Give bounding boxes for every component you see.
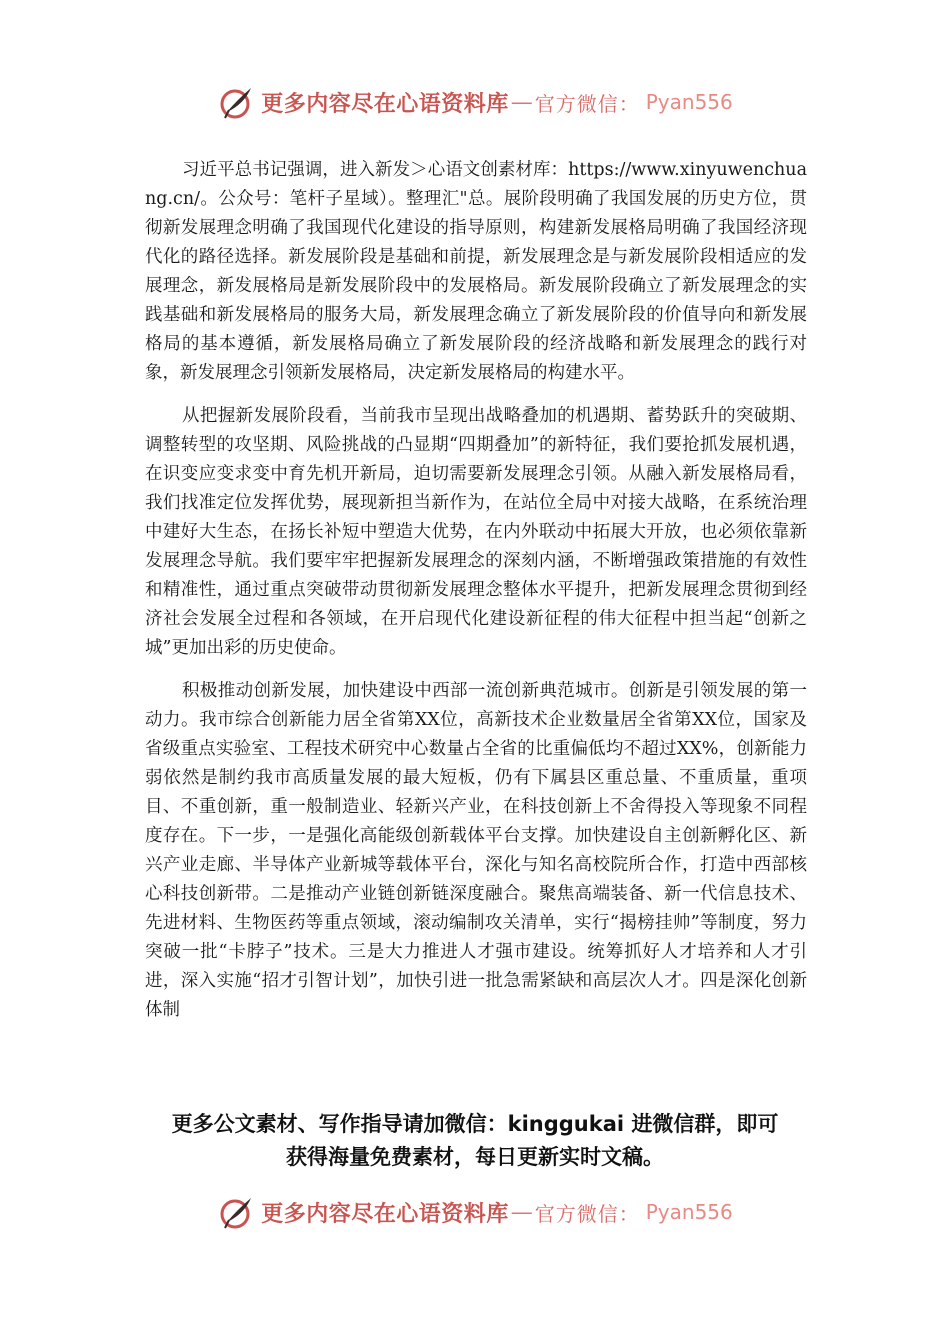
- promo-notice: [100, 1108, 850, 1174]
- quill-logo-icon: [217, 1192, 257, 1232]
- banner-separator: —: [510, 1199, 533, 1225]
- paragraph-1: 习近平总书记强调，进入新发＞心语文创素材库：https://www.xinyuwenchuang.cn/。公众号：笔杆子星域）。整理汇"总。展阶段明确了我国发展的历史方位，贯彻新发展理念明确了我国现代化建设的指导原则，构建新发展格局明确了我国经济现代化的路径选择。新发展阶段是基础和前提，新发展理念是与新发展阶段相适应的发展理念，新发展格局是新发展阶段中的发展格局。新发展阶段确立了新发展理念的实践基础和新发展格局的服务大局，新发展理念确立了新发展阶段的价值导向和新发展格局的基本遵循，新发展格局确立了新发展阶段的经济战略和新发展理念的践行对象，新发展理念引领新发展格局，决定新发展格局的构建水平。: [145, 160, 807, 383]
- banner-wechat-label: 官方微信：: [534, 1201, 640, 1226]
- banner-wechat-id: Pyan556: [645, 90, 733, 114]
- footer-banner: [0, 1190, 950, 1234]
- banner-wechat-label: 官方微信：: [534, 91, 640, 116]
- promo-notice-line2: 获得海量免费素材，每日更新实时文稿。: [286, 1145, 664, 1169]
- paragraph-3: 积极推动创新发展，加快建设中西部一流创新典范城市。创新是引领发展的第一动力。我市综合创新能力居全省第XX位，高新技术企业数量居全省第XX位，国家及省级重点实验室、工程技术研究中心数量占全省的比重偏低均不超过XX%，创新能力弱依然是制约我市高质量发展的最大短板，仍有下属县区重总量、不重质量，重项目、不重创新，重一般制造业、轻新兴产业，在科技创新上不舍得投入等现象不同程度存在。下一步，一是强化高能级创新载体平台支撑。加快建设自主创新孵化区、新兴产业走廊、半导体产业新城等载体平台，深化与知名高校院所合作，打造中西部核心科技创新带。二是推动产业链创新链深度融合。聚焦高端装备、新一代信息技术、先进材料、生物医药等重点领域，滚动编制攻关清单，实行“揭榜挂帅”等制度，努力突破一批“卡脖子”技术。三是大力推进人才强市建设。统筹抓好人才培养和人才引进，深入实施“招才引智计划”，加快引进一批急需紧缺和高层次人才。四是深化创新体制: [145, 681, 807, 1020]
- banner-wechat-id: Pyan556: [645, 1200, 733, 1224]
- banner-title: 更多内容尽在心语资料库: [261, 90, 509, 117]
- paragraph-2: 从把握新发展阶段看，当前我市呈现出战略叠加的机遇期、蓄势跃升的突破期、调整转型的攻坚期、风险挑战的凸显期“四期叠加”的新特征，我们要抢抓发展机遇，在识变应变求变中育先机开新局，迫切需要新发展理念引领。从融入新发展格局看，我们找准定位发挥优势，展现新担当新作为，在站位全局中对接大战略，在系统治理中建好大生态，在扬长补短中塑造大优势，在内外联动中拓展大开放，也必须依靠新发展理念导航。我们要牢牢把握新发展理念的深刻内涵，不断增强政策措施的有效性和精准性，通过重点突破带动贯彻新发展理念整体水平提升，把新发展理念贯彻到经济社会发展全过程和各领域，在开启现代化建设新征程的伟大征程中担当起“创新之城”更加出彩的历史使命。: [145, 406, 807, 658]
- promo-notice-line1: 更多公文素材、写作指导请加微信：kinggukai 进微信群，即可: [171, 1112, 779, 1136]
- banner-separator: —: [510, 89, 533, 115]
- header-banner: [0, 80, 950, 124]
- document-body: [145, 156, 807, 1039]
- quill-logo-icon: [217, 82, 257, 122]
- banner-title: 更多内容尽在心语资料库: [261, 1200, 509, 1227]
